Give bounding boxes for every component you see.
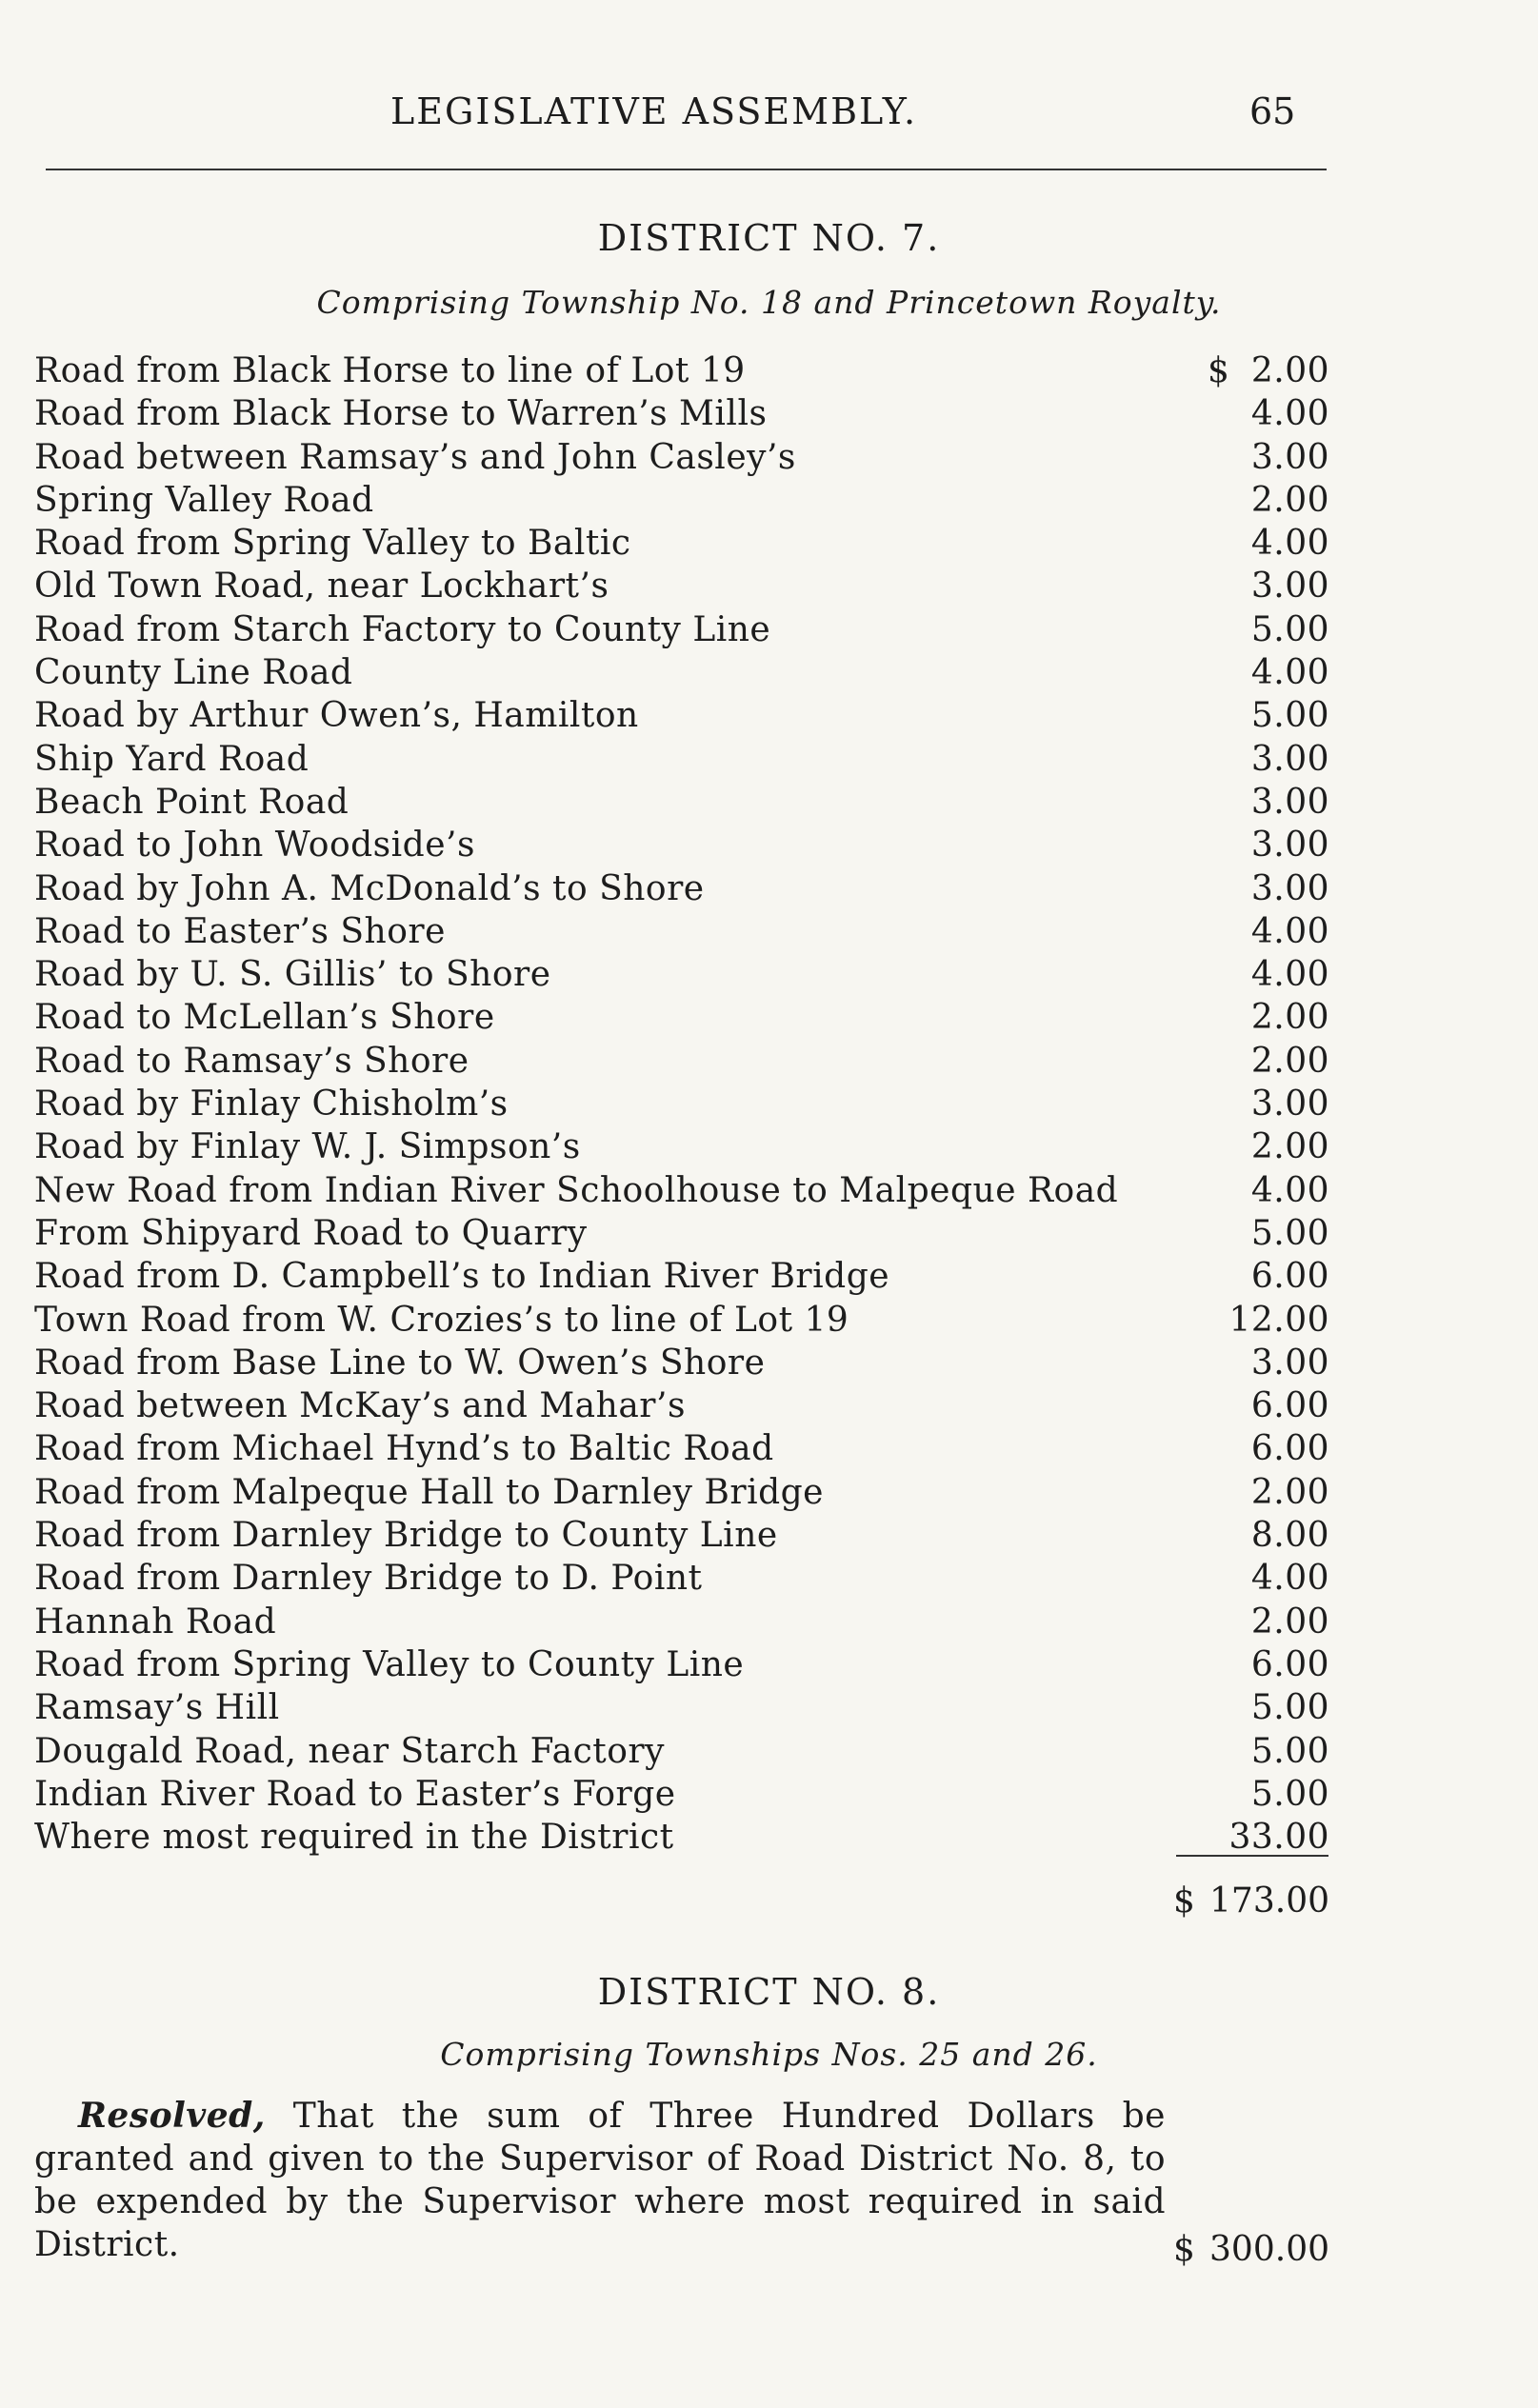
entry-amount: 5.00 (1250, 1213, 1329, 1253)
entry-description: Road from Michael Hynd’s to Baltic Road (34, 1429, 774, 1469)
entry-row (34, 1643, 1329, 1686)
entry-row (34, 1686, 1329, 1729)
entry-amount: 5.00 (1250, 1688, 1329, 1728)
entry-amount: 4.00 (1250, 1170, 1329, 1210)
entry-row (34, 1083, 1329, 1125)
entry-amount: 33.00 (1228, 1818, 1329, 1858)
entry-amount: 3.00 (1250, 1343, 1329, 1383)
entry-amount: 6.00 (1250, 1386, 1329, 1426)
entry-description: Road to Easter’s Shore (34, 911, 446, 951)
entry-description: Where most required in the District (34, 1818, 674, 1858)
entry-amount: 5.00 (1250, 696, 1329, 736)
entry-amount: 3.00 (1250, 567, 1329, 607)
entry-description: Road from Malpeque Hall to Darnley Bridge (34, 1472, 824, 1512)
entry-amount: 3.00 (1250, 782, 1329, 822)
district-8-subtitle: Comprising Townships Nos. 25 and 26. (440, 2036, 1098, 2073)
entry-amount: 3.00 (1250, 437, 1329, 477)
entry-row (34, 1169, 1329, 1212)
entry-amount: 3.00 (1250, 826, 1329, 866)
entry-row (34, 1384, 1329, 1427)
entry-row (34, 608, 1329, 651)
entry-row (34, 392, 1329, 435)
entry-row (34, 349, 1329, 392)
district-7-entries (34, 349, 1329, 1859)
entry-description: Road by Finlay W. J. Simpson’s (34, 1127, 581, 1167)
entry-row (34, 781, 1329, 824)
entry-amount: 3.00 (1250, 739, 1329, 779)
entry-amount: 5.00 (1250, 1774, 1329, 1814)
entry-row (34, 565, 1329, 607)
entry-row (34, 1427, 1329, 1470)
entry-amount: 5.00 (1250, 609, 1329, 649)
entry-amount: 2.00 (1250, 1041, 1329, 1081)
entry-currency: $ (1208, 351, 1229, 390)
entry-row (34, 996, 1329, 1039)
entry-row (34, 1773, 1329, 1816)
resolution-text: That the sum of Three Hundred Dollars be granted and given to the Supervisor of Road District No. 8, to be expended by the Supervisor where most required in said District. (34, 2097, 1166, 2264)
entry-amount: 4.00 (1250, 911, 1329, 951)
entry-row (34, 1342, 1329, 1384)
entry-amount: 6.00 (1250, 1644, 1329, 1684)
entry-description: Road from Starch Factory to County Line (34, 609, 771, 649)
entry-amount: 2.00 (1250, 1127, 1329, 1167)
entry-description: Old Town Road, near Lockhart’s (34, 567, 609, 607)
entry-amount: 3.00 (1250, 868, 1329, 908)
sum-rule (1176, 1855, 1328, 1857)
entry-description: Spring Valley Road (34, 480, 374, 520)
entry-description: Indian River Road to Easter’s Forge (34, 1774, 676, 1814)
entry-row (34, 1601, 1329, 1643)
entry-row (34, 1299, 1329, 1342)
entry-row (34, 479, 1329, 522)
entry-amount: 4.00 (1250, 955, 1329, 995)
entry-row (34, 1125, 1329, 1168)
district-8-resolution (34, 2095, 1166, 2266)
running-head: LEGISLATIVE ASSEMBLY. (390, 90, 918, 132)
entry-amount: 6.00 (1250, 1429, 1329, 1469)
entry-description: Road from Black Horse to Warren’s Mills (34, 394, 768, 434)
entry-row (34, 694, 1329, 737)
entry-row (34, 1255, 1329, 1298)
entry-description: Road by U. S. Gillis’ to Shore (34, 955, 551, 995)
entry-description: Road from D. Campbell’s to Indian River Bridge (34, 1257, 890, 1297)
entry-description: Road from Spring Valley to Baltic (34, 524, 631, 564)
entry-row (34, 953, 1329, 996)
entry-row (34, 824, 1329, 866)
entry-amount: 4.00 (1250, 394, 1329, 434)
entry-description: Road by John A. McDonald’s to Shore (34, 868, 705, 908)
resolution-lead: Resolved, (78, 2096, 266, 2136)
total-currency: $ (1173, 1881, 1195, 1920)
district-7-subtitle: Comprising Township No. 18 and Princetown Royalty. (316, 284, 1222, 321)
entry-description: Road by Finlay Chisholm’s (34, 1085, 509, 1124)
entry-row (34, 522, 1329, 565)
entry-row (34, 1816, 1329, 1859)
entry-amount: 2.00 (1250, 351, 1329, 390)
resolution-currency: $ (1173, 2230, 1195, 2269)
entry-description: Road between Ramsay’s and John Casley’s (34, 437, 796, 477)
district-7-title: DISTRICT NO. 7. (597, 217, 941, 259)
entry-description: Road by Arthur Owen’s, Hamilton (34, 696, 639, 736)
entry-description: Road from Black Horse to line of Lot 19 (34, 351, 746, 390)
entry-amount: 12.00 (1228, 1300, 1329, 1340)
entry-description: Hannah Road (34, 1602, 277, 1642)
entry-description: Road to Ramsay’s Shore (34, 1041, 469, 1081)
entry-description: Road from Spring Valley to County Line (34, 1644, 745, 1684)
total-value: 173.00 (1209, 1881, 1329, 1920)
district-8-title: DISTRICT NO. 8. (597, 1971, 941, 2013)
entry-description: Road between McKay’s and Mahar’s (34, 1386, 686, 1426)
entry-amount: 4.00 (1250, 1559, 1329, 1599)
resolution-amount-value: 300.00 (1209, 2230, 1329, 2269)
entry-amount: 4.00 (1250, 524, 1329, 564)
page-number: 65 (1249, 90, 1296, 132)
entry-row (34, 910, 1329, 953)
entry-amount: 3.00 (1250, 1085, 1329, 1124)
entry-amount: 4.00 (1250, 653, 1329, 693)
entry-description: Road to John Woodside’s (34, 826, 475, 866)
entry-amount: 8.00 (1250, 1516, 1329, 1556)
entry-amount: 2.00 (1250, 480, 1329, 520)
entry-amount: 2.00 (1250, 1472, 1329, 1512)
entry-row (34, 1730, 1329, 1773)
entry-amount: 2.00 (1250, 1602, 1329, 1642)
entry-row (34, 651, 1329, 694)
entry-row (34, 436, 1329, 479)
entry-row (34, 1557, 1329, 1600)
entry-row (34, 1040, 1329, 1083)
entry-row (34, 1212, 1329, 1255)
header-rule (46, 169, 1327, 170)
entry-description: County Line Road (34, 653, 353, 693)
entry-description: Ship Yard Road (34, 739, 310, 779)
entry-description: Road to McLellan’s Shore (34, 998, 495, 1038)
entry-description: Town Road from W. Crozies’s to line of Lot 19 (34, 1300, 849, 1340)
entry-description: Dougald Road, near Starch Factory (34, 1731, 665, 1771)
entry-description: From Shipyard Road to Quarry (34, 1213, 588, 1253)
entry-description: Ramsay’s Hill (34, 1688, 280, 1728)
entry-row (34, 867, 1329, 910)
entry-description: Road from Darnley Bridge to D. Point (34, 1559, 703, 1599)
entry-row (34, 738, 1329, 781)
district-7-total (1173, 1880, 1329, 1923)
entry-description: New Road from Indian River Schoolhouse to Malpeque Road (34, 1170, 1119, 1210)
entry-row (34, 1514, 1329, 1557)
entry-amount: 6.00 (1250, 1257, 1329, 1297)
entry-amount: 5.00 (1250, 1731, 1329, 1771)
entry-description: Beach Point Road (34, 782, 350, 822)
entry-description: Road from Base Line to W. Owen’s Shore (34, 1343, 766, 1383)
entry-row (34, 1471, 1329, 1514)
entry-description: Road from Darnley Bridge to County Line (34, 1516, 778, 1556)
entry-amount: 2.00 (1250, 998, 1329, 1038)
